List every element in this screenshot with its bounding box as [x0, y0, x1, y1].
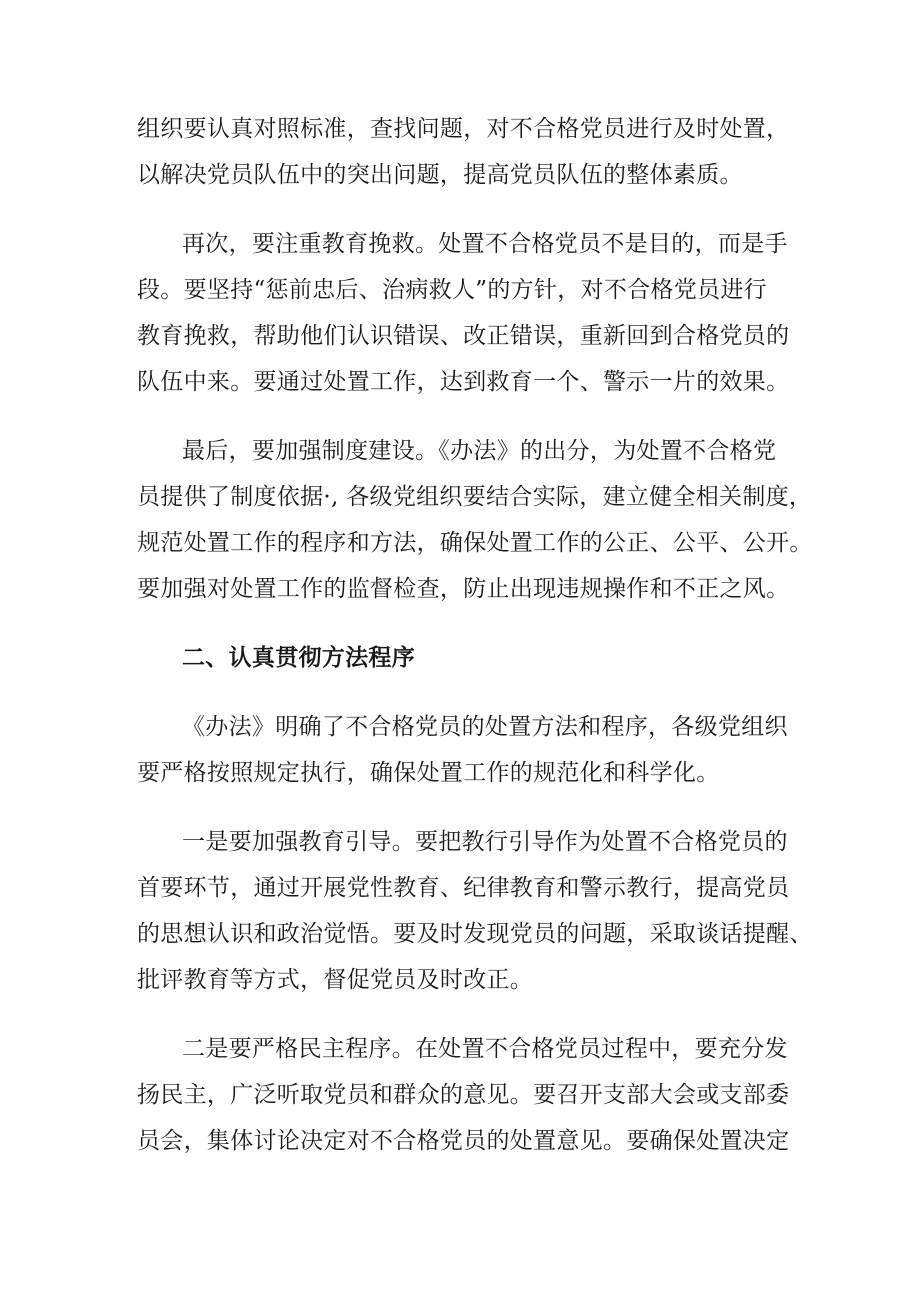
- paragraph-line: 一是要加强教育引导。要把教行引导作为处置不合格党员的: [182, 829, 788, 855]
- paragraph-line: 再次，要注重教育挽救。处置不合格党员不是目的，而是手: [182, 231, 788, 257]
- paragraph-line: 规范处置工作的程序和方法，确保处置工作的公正、公平、公开。: [137, 530, 813, 556]
- paragraph-line: 教育挽救，帮助他们认识错误、改正错误，重新回到合格党员的: [137, 323, 790, 349]
- section-heading: 二、认真贯彻方法程序: [182, 644, 415, 671]
- paragraph-line: 批评教育等方式，督促党员及时改正。: [137, 967, 534, 993]
- paragraph-line: 首要环节，通过开展党性教育、纪律教育和警示教行，提高党员: [137, 875, 790, 901]
- paragraph-line: 二是要严格民主程序。在处置不合格党员过程中，要充分发: [182, 1036, 788, 1062]
- paragraph-line: 队伍中来。要通过处置工作，达到救育一个、警示一片的效果。: [137, 369, 790, 395]
- paragraph-line: 员提供了制度依据·, 各级党组织要结合实际，建立健全相关制度，: [137, 484, 813, 510]
- paragraph-line: 组织要认真对照标准，查找问题，对不合格党员进行及时处置，: [137, 116, 790, 142]
- paragraph-line: 以解决党员队伍中的突出问题，提高党员队伍的整体素质。: [137, 162, 743, 188]
- paragraph-line: 的思想认识和政治觉悟。要及时发现党员的问题，采取谈话提醒、: [137, 921, 813, 947]
- paragraph-line: 员会，集体讨论决定对不合格党员的处置意见。要确保处置决定: [137, 1128, 790, 1154]
- paragraph-line: 要严格按照规定执行，确保处置工作的规范化和科学化。: [137, 760, 720, 786]
- paragraph-line: 最后，要加强制度建设。《办法》的出分，为处置不合格党: [182, 438, 777, 464]
- paragraph-line: 段。要坚持“惩前忠后、治病救人”的方针，对不合格党员进行: [137, 277, 767, 303]
- paragraph-line: 《办法》明确了不合格党员的处置方法和程序，各级党组织: [182, 714, 788, 740]
- paragraph-line: 要加强对处置工作的监督检查，防止出现违规操作和不正之风。: [137, 576, 790, 602]
- paragraph-line: 扬民主，广泛听取党员和群众的意见。要召开支部大会或支部委: [137, 1082, 790, 1108]
